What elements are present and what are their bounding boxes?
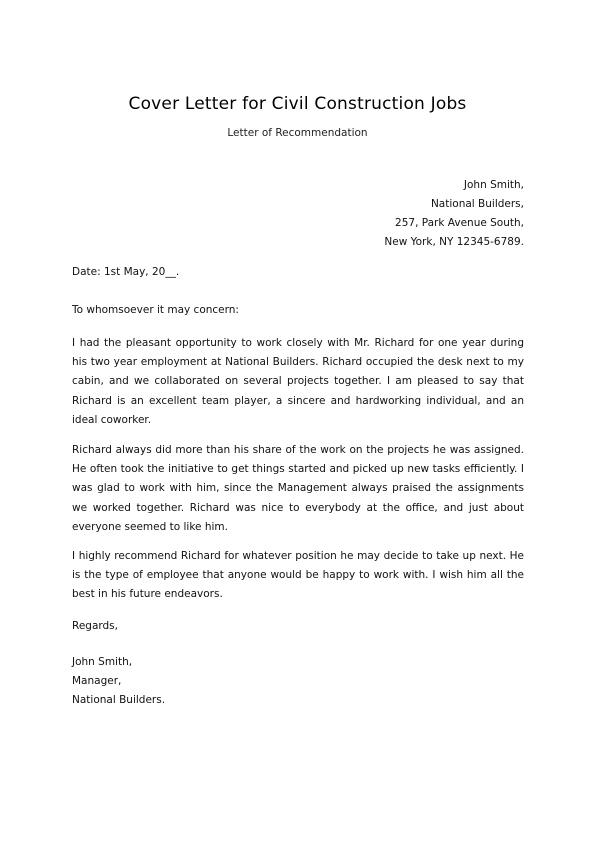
document-title: Cover Letter for Civil Construction Jobs — [128, 94, 467, 114]
body-paragraph-1: I had the pleasant opportunity to work closely with Mr. Richard for one year during his two year employment at National Builders. Richard occupied the desk next to my cabin, and we collaborated on several projects together. I am pleased to say that Richard is an excellent team player, a sincere and hardworking individual, and an ideal coworker. — [72, 337, 524, 426]
sender-name: John Smith, — [463, 179, 524, 191]
body-paragraph-3: I highly recommend Richard for whatever position he may decide to take up next. He is the type of employee that anyone would be happy to work with. I wish him all the best in his future endeavors. — [72, 550, 524, 601]
sender-company: National Builders, — [430, 198, 524, 210]
salutation: To whomsoever it may concern: — [72, 304, 239, 316]
sender-street: 257, Park Avenue South, — [395, 217, 524, 229]
letter-date: Date: 1st May, 20__. — [72, 266, 180, 278]
body-paragraph-2: Richard always did more than his share of the work on the projects he was assigned. He often took the initiative to get things started and picked up new tasks efficiently. I was glad to work with him, since the Management always praised the assignments we worked together. Richard was nice to everybody at the office, and just about everyone seemed to like him. — [72, 444, 524, 533]
sender-city: New York, NY 12345-6789. — [384, 236, 524, 248]
signature-title: Manager, — [72, 675, 122, 687]
sender-address-block — [384, 176, 524, 252]
signature-company: National Builders. — [72, 694, 166, 706]
document-subtitle: Letter of Recommendation — [227, 127, 368, 139]
signature-name: John Smith, — [72, 656, 133, 668]
closing: Regards, — [72, 620, 118, 632]
signature-block — [72, 653, 165, 710]
